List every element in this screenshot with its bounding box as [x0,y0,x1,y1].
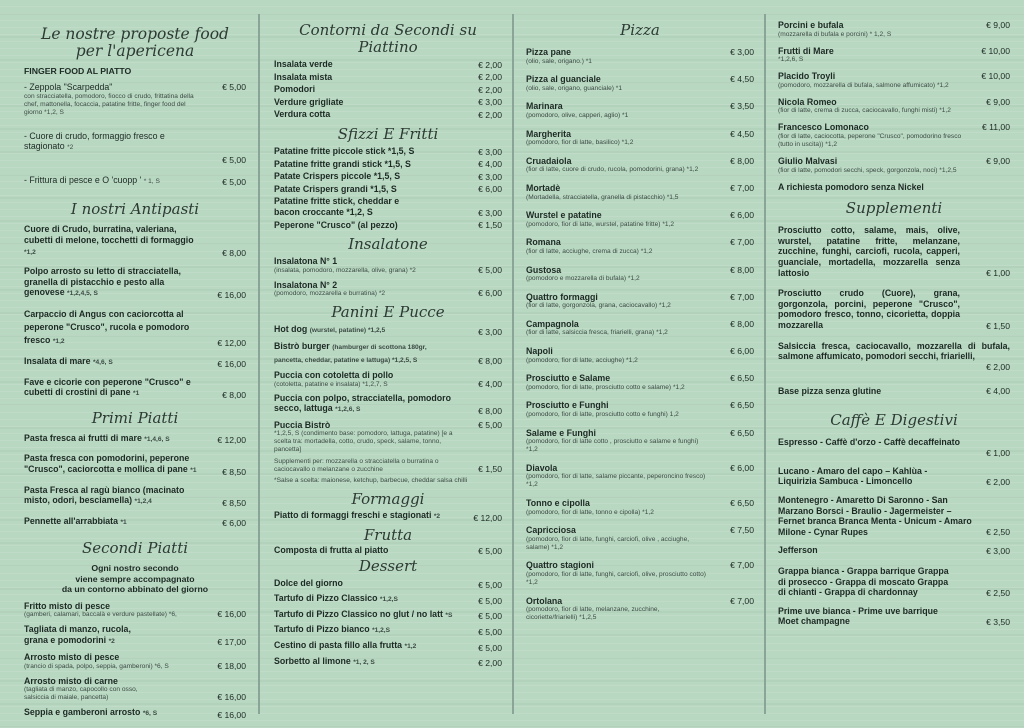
item-description: (pomodoro, fior di latte, basilico) *1,2 [526,139,634,147]
item-description: (fior di latte, acciughe, crema di zucca) *1,2 [526,247,653,255]
item-name: Napoli [526,346,553,357]
menu-item: Prosciutto crudo (Cuore), grana, gorgonzola, porcini, peperone "Crusco", pomodoro fresco, tonno, cicorietta, doppia mozzarella € 1,50 [778,288,1010,331]
menu-item: Patatine fritte piccole stick *1,5, S € 3,00 [274,145,502,157]
item-name: Quattro stagioni [526,560,594,571]
menu-item: Arrosto misto di pesce (trancio di spada, polpo, seppia, gamberoni) *6, S € 18,00 [24,652,246,671]
menu-item: Cuore di Crudo, burratina, valeriana, cubetti di melone, tocchetti di formaggio *1,2 € 8,00 [24,224,246,259]
menu-item: Prime uve bianca - Prime uve barrique Moet champagne € 3,50 [778,605,1010,627]
column-contorni [260,0,512,728]
item-price: € 6,00 [730,346,754,357]
menu-item: Tartufo di Pizzo Classico no glut / no latt *S € 5,00 [274,608,502,622]
section-title-pizza: Pizza [620,21,660,39]
menu-item [526,596,754,623]
menu-item: Fritto misto di pesce (gamberi, calamari, baccalà e verdure pastellate) *6, € 16,00 [24,600,246,620]
item-description: (fior di latte, cuore di crudo, rucola, pomodorini, grana) *1,2 [526,166,699,174]
item-name: Nicola Romeo [778,96,837,107]
menu-item: Patatine fritte stick, cheddar e bacon croccante *1,2, S € 3,00 [274,196,502,218]
menu-item [778,156,1010,175]
item-description: (olio, sale, origano, guanciale) *1 [526,84,623,92]
item-price: € 6,00 [730,210,754,221]
pizza-list-special [778,20,1010,175]
item-name: Placido Troyli [778,71,836,82]
menu-item [526,428,754,455]
menu-item: Carpaccio di Angus con caciorcotta al peperone "Crusco", rucola e pomodoro fresco *1,2 € 12,00 [24,308,246,348]
item-price: € 7,00 [730,291,754,302]
item-price: € 8,00 [730,155,754,166]
menu-item [778,46,1010,65]
item-price: € 9,00 [986,155,1010,166]
item-price: € 4,50 [730,128,754,139]
item-description: (pomodoro, fior di latte, prosciutto cotto e funghi) 1,2 [526,411,679,419]
menu-item [526,498,754,517]
menu-item: Seppia e gamberoni arrosto *6, S € 16,00 [24,707,246,721]
menu-item: Pasta Fresca al ragù bianco (macinato misto, odori, besciamella) *1,2,4 € 8,50 [24,484,246,508]
menu-item [526,101,754,120]
item-price: € 7,00 [730,560,754,571]
menu-item [526,525,754,552]
item-name: Giulio Malvasi [778,155,838,166]
item-price: € 8,00 [730,318,754,329]
supplementi-note: Supplementi per: mozzarella o stracciatella o burratina o caciocavallo o melanzane o zucchine € 1,50 [274,458,502,475]
item-name: Diavola [526,462,558,473]
menu-item [778,20,1010,39]
item-name: Prosciutto e Salame [526,373,611,384]
item-name: Salame e Funghi [526,427,596,438]
item-description: (pomodoro, olive, capperi, aglio) *1 [526,111,629,119]
menu-item [526,319,754,338]
item-description: (mozzarella di bufala e porcini) * 1,2, S [778,30,892,38]
menu-item: Patatine fritte grandi stick *1,5, S € 4,00 [274,158,502,170]
menu-item [526,560,754,587]
menu-item [526,400,754,419]
item-price: € 6,50 [730,400,754,411]
item-price: € 8,00 [730,264,754,275]
item-name: Capricciosa [526,525,576,536]
item-description: (pomodoro, mozzarella di bufala, salmone affumicato) *1,2 [778,81,949,89]
item-price: € 9,00 [986,20,1010,30]
menu-item: Polpo arrosto su letto di stracciatella, granella di pistacchio e pesto alla genovese *1,2,4,5, S € 16,00 [24,266,246,300]
menu-item: Dolce del giorno € 5,00 [274,577,502,591]
item-description: (pomodoro, fior di latte, wurstel, patatine fritte) *1,2 [526,220,675,228]
menu-item: Grappa bianca - Grappa barrique Grappa di prosecco - Grappa di moscato Grappa di chianti - Grappa di chardonnay € 2,50 [778,566,1010,598]
item-description: (pomodoro, fior di latte, melanzane, zucchine, cicoriette/friarielli) *1,2,5 [526,606,660,622]
menu-item: Insalata verde € 2,00 [274,59,502,70]
menu-item: Espresso - Caffè d'orzo - Caffè decaffeinato € 1,00 [778,437,1010,458]
column-aperitivo [0,0,256,728]
section-title-apericena: Le nostre proposte food per l'apericena [41,25,229,60]
menu-item [526,463,754,490]
item-name: Marinara [526,101,563,112]
item-description: (pomodoro, fior di latte cotto , prosciutto e salame e funghi) *1,2 [526,438,699,454]
menu-item: Pomodori € 2,00 [274,84,502,95]
menu-item: Tagliata di manzo, rucola, grana e pomodorini *2 € 17,00 [24,624,246,648]
menu-item: Cestino di pasta fillo alla frutta *1,2 € 5,00 [274,640,502,653]
menu-item [778,97,1010,116]
item-price: € 3,00 [730,47,754,57]
item-description: (Mortadella, stracciatella, granella di pistacchio) *1,5 [526,193,679,201]
menu-item: Sorbetto al limone *1, 2, S € 2,00 [274,655,502,669]
menu-item [526,156,754,175]
menu-item: - Zeppola "Scarpedda" con stracciatella, pomodoro, fiocco di crudo, frittatina della chef, mattonella, focaccia, patatine fritte, finger food del giorno *1,2, S € 5,00 [24,82,246,116]
item-price: € 3,50 [730,101,754,112]
menu-item [526,183,754,202]
item-price: € 10,00 [981,45,1010,56]
menu-item: Piatto di formaggi freschi e stagionati *2 € 12,00 [274,510,502,524]
section-title-supplementi: Supplementi [845,199,943,218]
menu-item: Pennette all'arrabbiata *1 € 6,00 [24,515,246,529]
item-price: € 9,00 [986,96,1010,107]
menu-item: Puccia Bistrò *1,2,5, S (condimento base: pomodoro, lattuga, patatine) [e a scelta tra: mortadella, cotto, crudo, speck, salame, tonno, pancetta] € 5,00 [274,419,502,454]
menu-item: Insalata di mare *4,6, S € 16,00 [24,355,246,369]
item-description: (fior di latte, gorgonzola, grana, caciocavallo) *1,2 [526,302,671,310]
item-name: Gustosa [526,264,562,275]
item-name: Campagnola [526,318,579,329]
item-description: (fior di latte, salsiccia fresca, friarielli, grana) *1,2 [526,329,668,337]
item-description: *1,2,6, S [778,56,804,64]
menu-item [526,265,754,284]
item-price: € 10,00 [981,71,1010,82]
item-description: (olio, sale, origano.) *1 [526,57,592,65]
item-price: € 6,50 [730,373,754,384]
item-name: Margherita [526,128,571,139]
section-title-panini: Panini E Pucce [331,303,445,322]
menu-item: Pasta fresca con pomodorini, peperone "Crusco", caciorcotta e mollica di pane *1 € 8,50 [24,453,246,477]
item-price: € 7,00 [730,237,754,248]
item-name: Romana [526,237,561,248]
menu-item: Lucano - Amaro del capo – Kahlùa - Liquirizia Sambuca - Limoncello € 2,00 [778,465,1010,488]
section-title-sfizzi: Sfizzi E Fritti [337,124,439,143]
menu-item [526,210,754,229]
menu-item: Hot dog (wurstel, patatine) *1,2,5 € 3,00 [274,324,502,337]
section-title-dessert: Dessert [358,556,418,575]
salse-note: *Salse a scelta: maionese, ketchup, barbecue, cheddar salsa chilli [274,477,468,485]
menu-item: Base pizza senza glutine € 4,00 [778,385,1010,397]
menu-item: Pasta fresca ai frutti di mare *1,4,6, S € 12,00 [24,432,246,446]
menu-item: Montenegro - Amaretto Di Saronno - San Marzano Borsci - Braulio - Jagermeister – Fernet branca Branca Menta - Unicum - Amaro Milone - Cynar Rupes € 2,50 [778,495,1010,538]
item-name: Tonno e cipolla [526,498,590,508]
pizza-list [526,47,754,622]
menu-item [778,122,1010,149]
section-title-antipasti: I nostri Antipasti [70,200,200,219]
item-price: € 4,50 [730,74,754,85]
item-name: Pizza al guanciale [526,74,601,85]
nickel-note: A richiesta pomodoro senza Nickel [778,181,924,192]
menu-item: Tartufo di Pizzo Classico *1,2,S € 5,00 [274,593,502,606]
item-name: Mortadè [526,182,561,193]
menu-item: Insalata mista € 2,00 [274,71,502,83]
menu-item [526,74,754,93]
menu-item: Verdure grigliate € 3,00 [274,96,502,108]
menu-item [526,129,754,148]
menu-item: Composta di frutta al piatto € 5,00 [274,545,502,556]
section-title-secondi: Secondi Piatti [81,539,189,558]
menu-item [526,47,754,66]
item-price: € 6,50 [730,427,754,438]
menu-item: Jefferson € 3,00 [778,545,1010,557]
menu-item: Arrosto misto di carne (tagliata di manzo, capocollo con osso, salsiccia di maiale, pancetta) € 16,00 [24,675,246,703]
item-name: Quattro formaggi [526,291,598,302]
menu-item: Insalatona N° 2 (pomodoro, mozzarella e burratina) *2 € 6,00 [274,279,502,299]
menu-item: Puccia con cotoletta di pollo (cotoletta, patatine e insalata) *1,2,7, S € 4,00 [274,370,502,389]
menu-item: Salsiccia fresca, caciocavallo, mozzarella di bufala, salmone affumicato, pomodori secchi, friarielli, € 2,00 [778,340,1010,372]
item-description: (fior di latte, crema di zucca, caciocavallo, funghi misti) *1,2 [778,107,951,115]
item-name: Pizza pane [526,47,571,57]
section-title-frutta: Frutta [363,526,413,545]
item-description: (pomodoro, fior di latte, funghi, carciofi, olive , acciughe, salame) *1,2 [526,535,690,551]
menu-item: Verdura cotta € 2,00 [274,109,502,120]
menu-item [526,346,754,365]
menu-item [778,71,1010,90]
section-title-caffe: Caffè E Digestivi [830,411,958,430]
menu-item [526,237,754,256]
item-description: (pomodoro e mozzarella di bufala) *1,2 [526,275,640,283]
menu-item [526,373,754,392]
item-description: (fior di latte, pomodori secchi, speck, gorgonzola, noci) *1,2,5 [778,166,957,174]
menu-item: Insalatona N° 1 (insalata, pomodoro, mozzarella, olive, grana) *2 € 5,00 [274,256,502,275]
item-price: € 7,00 [730,595,754,606]
item-name: Frutti di Mare [778,45,834,56]
item-description: (pomodoro, fior di latte, prosciutto cotto e salame) *1,2 [526,383,685,391]
section-title-contorni: Contorni da Secondi su Piattino [299,21,477,56]
menu-item: Patate Crispers piccole *1,5, S € 3,00 [274,171,502,182]
item-description: (fior di latte, caciocotta, peperone "Crusco", pomodorino fresco (tutto in uscita)) *1,2 [778,132,962,148]
item-name: Prosciutto e Funghi [526,400,609,411]
menu-item [526,292,754,311]
finger-food-heading: FINGER FOOD AL PIATTO [24,66,132,76]
item-description: (pomodoro, fior di latte, acciughe) *1,2 [526,356,638,364]
item-name: Wurstel e patatine [526,210,602,221]
item-description: (pomodoro, fior di latte, salame piccante, peperoncino fresco) *1,2 [526,473,706,489]
item-price: € 7,50 [730,525,754,536]
column-specialita [766,0,1024,728]
section-title-primi: Primi Piatti [91,408,179,427]
item-price: € 7,00 [730,182,754,193]
section-title-formaggi: Formaggi [351,490,425,509]
item-description: (pomodoro, fior di latte, tonno e cipolla) *1,2 [526,508,654,516]
menu-item: Bistrò burger (hamburger di scottona 180gr, pancetta, cheddar, patatine e lattuga) *1,2,5, S € 8,00 [274,340,502,367]
secondi-intro: Ogni nostro secondo viene sempre accompagnato da un contorno abbinato del giorno [61,563,209,595]
menu-item: Prosciutto cotto, salame, mais, olive, wurstel, patatine fritte, melanzane, zucchine, funghi, carciofi, rucola, capperi, guanciale, mortadella, mozzarella senza lattosio € 1,00 [778,225,1010,279]
menu-item: Fave e cicorie con peperone "Crusco" e cubetti di crostini di pane *1 € 8,00 [24,376,246,400]
menu-item: - Cuore di crudo, formaggio fresco e stagionato *2 € 5,00 [24,130,246,165]
item-price: € 6,00 [730,462,754,473]
menu-item: Tartufo di Pizzo bianco *1,2,S € 5,00 [274,624,502,638]
menu-item: Puccia con polpo, stracciatella, pomodoro secco, lattuga *1,2,6, S € 8,00 [274,392,502,416]
item-price: € 6,50 [730,498,754,508]
item-name: Porcini e bufala [778,20,844,30]
item-price: € 11,00 [981,122,1010,133]
menu-item: - Frittura di pesce e O 'cuopp ' * 1, S € 5,00 [24,174,246,188]
menu-item: Patate Crispers grandi *1,5, S € 6,00 [274,183,502,195]
menu-item: Peperone "Crusco" (al pezzo) € 1,50 [274,219,502,231]
column-pizza [514,0,764,728]
item-name: Cruadaiola [526,155,572,166]
section-title-insalatone: Insalatone [348,235,428,254]
item-name: Ortolana [526,595,563,606]
item-description: (pomodoro, fior di latte, funghi, carciofi, olive, prosciutto cotto) *1,2 [526,570,706,586]
item-name: Francesco Lomonaco [778,122,869,133]
